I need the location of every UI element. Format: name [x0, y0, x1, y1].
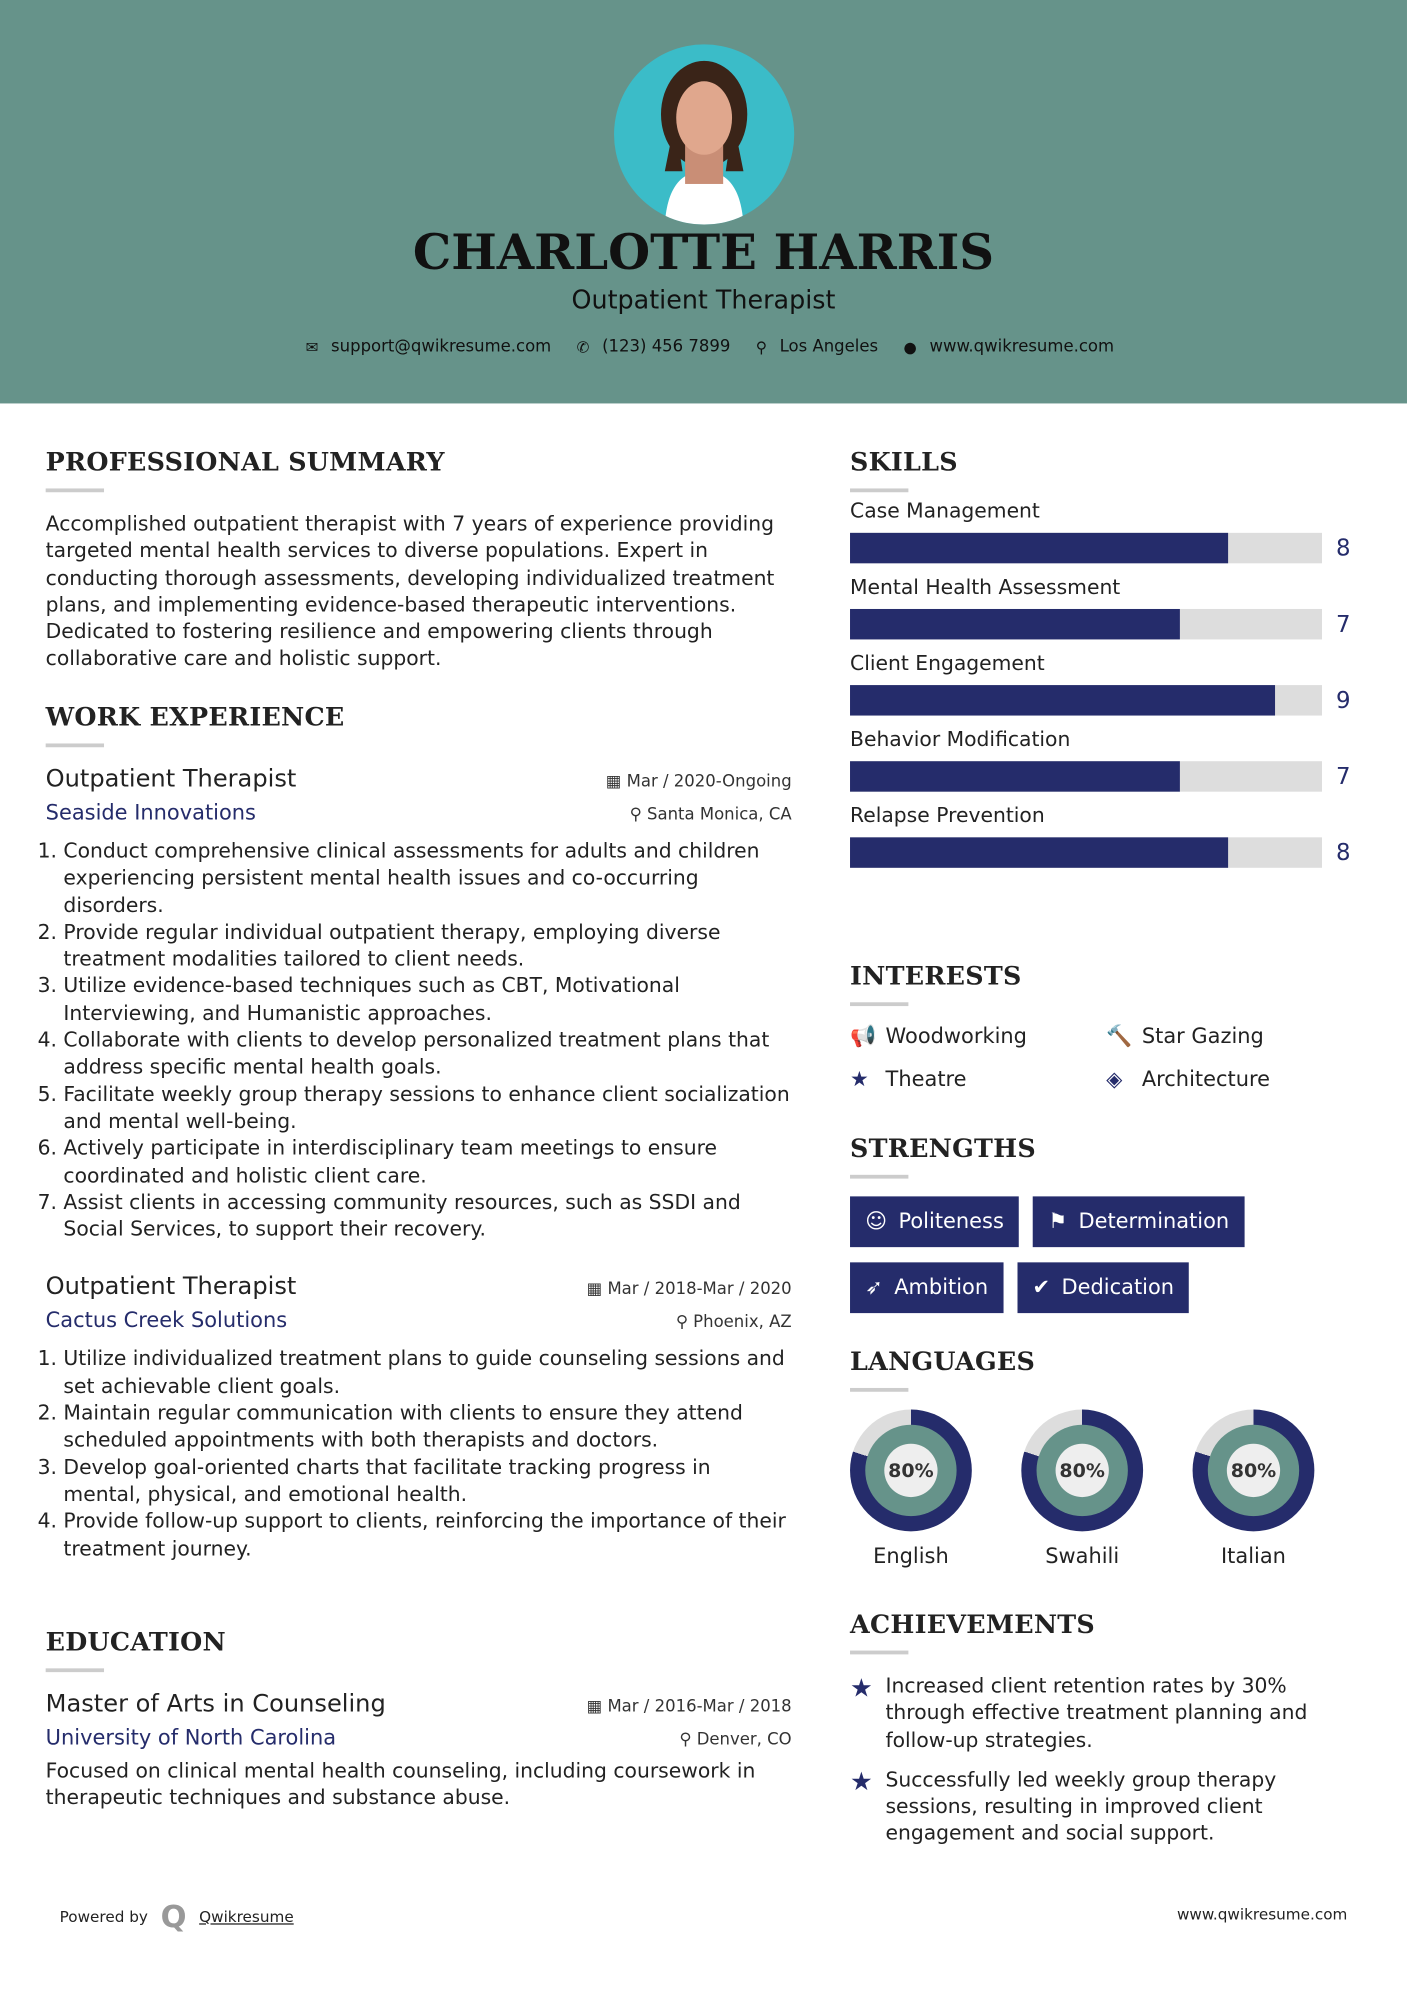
globe-icon: ●: [903, 338, 917, 356]
interest-label: Star Gazing: [1141, 1023, 1264, 1048]
envelope-icon: ✉: [305, 338, 319, 356]
website[interactable]: www.qwikresume.com: [929, 337, 1115, 357]
job-location: Santa Monica, CA: [646, 805, 792, 825]
section-heading: PROFESSIONAL SUMMARY: [45, 446, 445, 478]
divider: [46, 488, 104, 492]
skill-bar-fill: [850, 685, 1275, 715]
section-heading: WORK EXPERIENCE: [45, 701, 345, 733]
job-bullet: 2. Maintain regular communication with clients to ensure they attend scheduled appointments with both therapists and doctors.: [63, 1399, 791, 1453]
language-donut: [1021, 1410, 1143, 1532]
strength-chip: ⚑ Determination: [1033, 1196, 1244, 1247]
summary-text: Accomplished outpatient therapist with 7 years of experience providing targeted mental health services to diverse populations. Expert in conducting thorough assessments, developing individualized treatment plans, and implementing evidence-based therapeutic interventions. Dedicated to fostering resilience and empowering clients through collaborative care and holistic support.: [45, 511, 775, 671]
skill-bar-track: [850, 533, 1322, 563]
interests-section: [850, 960, 1383, 1091]
strength-chip: ✔ Dedication: [1017, 1262, 1189, 1313]
job-date: Mar / 2018-Mar / 2020: [607, 1280, 792, 1300]
job-location: Phoenix, AZ: [693, 1313, 792, 1333]
gavel-icon: 🔨: [1106, 1023, 1133, 1048]
profile-photo: [614, 44, 794, 224]
divider: [850, 1388, 908, 1392]
phone-icon: ✆: [576, 338, 590, 356]
skill-item: [850, 575, 1383, 640]
divider: [850, 488, 908, 492]
footer-url[interactable]: www.qwikresume.com: [1176, 1905, 1348, 1924]
skill-item: [850, 727, 1383, 792]
skills-section: [850, 447, 1383, 868]
language-donut: [850, 1410, 972, 1532]
language-item: [850, 1410, 972, 1569]
degree: Master of Arts in Counseling: [45, 1689, 386, 1718]
section-heading: ACHIEVEMENTS: [850, 1608, 1096, 1640]
skill-bar-track: [850, 609, 1322, 639]
job-date: Mar / 2020-Ongoing: [626, 772, 792, 792]
job-bullet: 4. Provide follow-up support to clients, reinforcing the importance of their treatment journey.: [63, 1508, 791, 1562]
candidate-title: Outpatient Therapist: [571, 284, 836, 315]
skill-bar-fill: [850, 837, 1228, 867]
job-bullet: 3. Develop goal-oriented charts that facilitate tracking progress in mental, physical, and emotional health.: [63, 1453, 791, 1507]
phone: (123) 456 7899: [602, 337, 731, 357]
company: Seaside Innovations: [45, 800, 256, 825]
interest-item: [1106, 1067, 1360, 1091]
language-label: Italian: [1221, 1544, 1286, 1569]
skill-bar-track: [850, 685, 1322, 715]
interest-label: Woodworking: [885, 1023, 1027, 1048]
education-section: [46, 1626, 792, 1811]
skill-bar-fill: [850, 761, 1180, 791]
job-bullet: 3. Utilize evidence-based techniques such as CBT, Motivational Interviewing, and Humanistic approaches.: [63, 972, 791, 1026]
skill-value: 7: [1335, 763, 1351, 790]
skill-label: Relapse Prevention: [850, 803, 1045, 828]
ticket-icon: ◈: [1106, 1066, 1123, 1092]
language-label: English: [873, 1544, 949, 1569]
achievement-text: Increased client retention rates by 30% through effective treatment planning and follow-up strategies.: [885, 1673, 1308, 1752]
interest-item: [1106, 1024, 1360, 1049]
divider: [46, 743, 104, 747]
shooting-star-icon: ★: [850, 1672, 873, 1703]
skill-item: [850, 499, 1383, 564]
education-text: Focused on clinical mental health counseling, including coursework in therapeutic techniques and substance abuse.: [45, 1758, 756, 1810]
job-entry: [46, 765, 792, 1243]
qwikresume-logo-icon: Q: [160, 1899, 187, 1935]
skill-label: Mental Health Assessment: [850, 574, 1121, 599]
job-entry: [46, 1273, 792, 1561]
language-percent: 80%: [1227, 1444, 1280, 1497]
footer-brand: [60, 1899, 294, 1935]
achievements-section: [850, 1609, 1357, 1860]
job-title: Outpatient Therapist: [45, 765, 297, 793]
divider: [46, 1668, 104, 1672]
powered-by: Powered by: [59, 1908, 148, 1926]
skill-bar-track: [850, 837, 1322, 867]
job-bullet: 5. Facilitate weekly group therapy sessions to enhance client socialization and mental well-being.: [63, 1081, 791, 1135]
summary-section: [46, 447, 795, 673]
pin-icon: ⚲: [675, 1313, 694, 1333]
job-bullet: 6. Actively participate in interdisciplinary team meetings to ensure coordinated and holistic client care.: [63, 1135, 791, 1189]
language-donut: [1193, 1410, 1315, 1532]
email[interactable]: support@qwikresume.com: [331, 337, 552, 357]
star-icon: ★: [850, 1066, 869, 1092]
job-bullet: 7. Assist clients in accessing community resources, such as SSDI and Social Services, to support their recovery.: [63, 1189, 791, 1243]
skill-bar-fill: [850, 533, 1228, 563]
job-title: Outpatient Therapist: [45, 1273, 297, 1301]
calendar-icon: ▦: [586, 1280, 608, 1300]
pin-icon: ⚲: [679, 1730, 697, 1750]
skill-label: Case Management: [850, 498, 1040, 523]
calendar-icon: ▦: [605, 772, 627, 792]
achievement-text: Successfully led weekly group therapy sessions, resulting in improved client engagement and social support.: [885, 1767, 1277, 1846]
skill-item: [850, 651, 1383, 716]
section-heading: STRENGTHS: [850, 1132, 1036, 1164]
section-heading: EDUCATION: [45, 1626, 226, 1657]
divider: [850, 1175, 908, 1179]
skill-value: 8: [1335, 839, 1351, 866]
company: Cactus Creek Solutions: [45, 1308, 288, 1333]
shooting-star-icon: ★: [850, 1765, 873, 1797]
job-bullet: 1. Conduct comprehensive clinical assessments for adults and children experiencing persistent mental health issues and co-occurring disorders.: [63, 837, 791, 918]
bullhorn-icon: 📢: [850, 1023, 877, 1048]
brand-link[interactable]: Qwikresume: [199, 1908, 294, 1926]
experience-section: [46, 702, 792, 1562]
education-date: Mar / 2016-Mar / 2018: [607, 1697, 792, 1717]
language-percent: 80%: [884, 1444, 937, 1497]
pin-icon: ⚲: [629, 805, 647, 825]
school: University of North Carolina: [45, 1725, 337, 1750]
skill-item: [850, 803, 1383, 868]
map-marker-icon: ⚲: [755, 338, 767, 356]
interest-label: Theatre: [885, 1066, 967, 1092]
candidate-name: CHARLOTTE HARRIS: [412, 223, 995, 281]
location: Los Angeles: [779, 337, 879, 357]
strengths-section: [850, 1133, 1383, 1328]
strength-chip: ☺ Politeness: [850, 1196, 1019, 1247]
calendar-icon: ▦: [586, 1697, 608, 1717]
interest-item: [850, 1067, 1106, 1091]
job-bullet: 1. Utilize individualized treatment plans to guide counseling sessions and set achievable client goals.: [63, 1345, 791, 1399]
skill-bar-track: [850, 761, 1322, 791]
contact-row: [0, 337, 1407, 356]
interest-item: [850, 1024, 1106, 1049]
achievement-item: [850, 1766, 1357, 1847]
languages-section: [850, 1346, 1383, 1568]
skill-value: 9: [1335, 687, 1351, 714]
job-bullet: 2. Provide regular individual outpatient therapy, employing diverse treatment modalities tailored to client needs.: [63, 918, 791, 972]
divider: [850, 1002, 908, 1006]
achievement-item: [850, 1672, 1357, 1753]
language-item: [1193, 1410, 1315, 1569]
language-item: [1021, 1410, 1143, 1569]
skill-label: Behavior Modification: [850, 726, 1071, 752]
skill-value: 8: [1335, 534, 1351, 562]
language-label: Swahili: [1045, 1544, 1120, 1569]
divider: [850, 1651, 908, 1655]
strength-chip: ➶ Ambition: [850, 1262, 1003, 1313]
skill-bar-fill: [850, 609, 1180, 639]
section-heading: INTERESTS: [850, 960, 1022, 991]
skill-value: 7: [1335, 610, 1351, 638]
section-heading: LANGUAGES: [850, 1346, 1036, 1377]
section-heading: SKILLS: [850, 446, 958, 478]
education-location: Denver, CO: [696, 1730, 792, 1750]
language-percent: 80%: [1056, 1444, 1109, 1497]
interest-label: Architecture: [1141, 1066, 1270, 1092]
job-bullet: 4. Collaborate with clients to develop personalized treatment plans that address specific mental health goals.: [63, 1026, 791, 1080]
skill-label: Client Engagement: [850, 650, 1045, 675]
